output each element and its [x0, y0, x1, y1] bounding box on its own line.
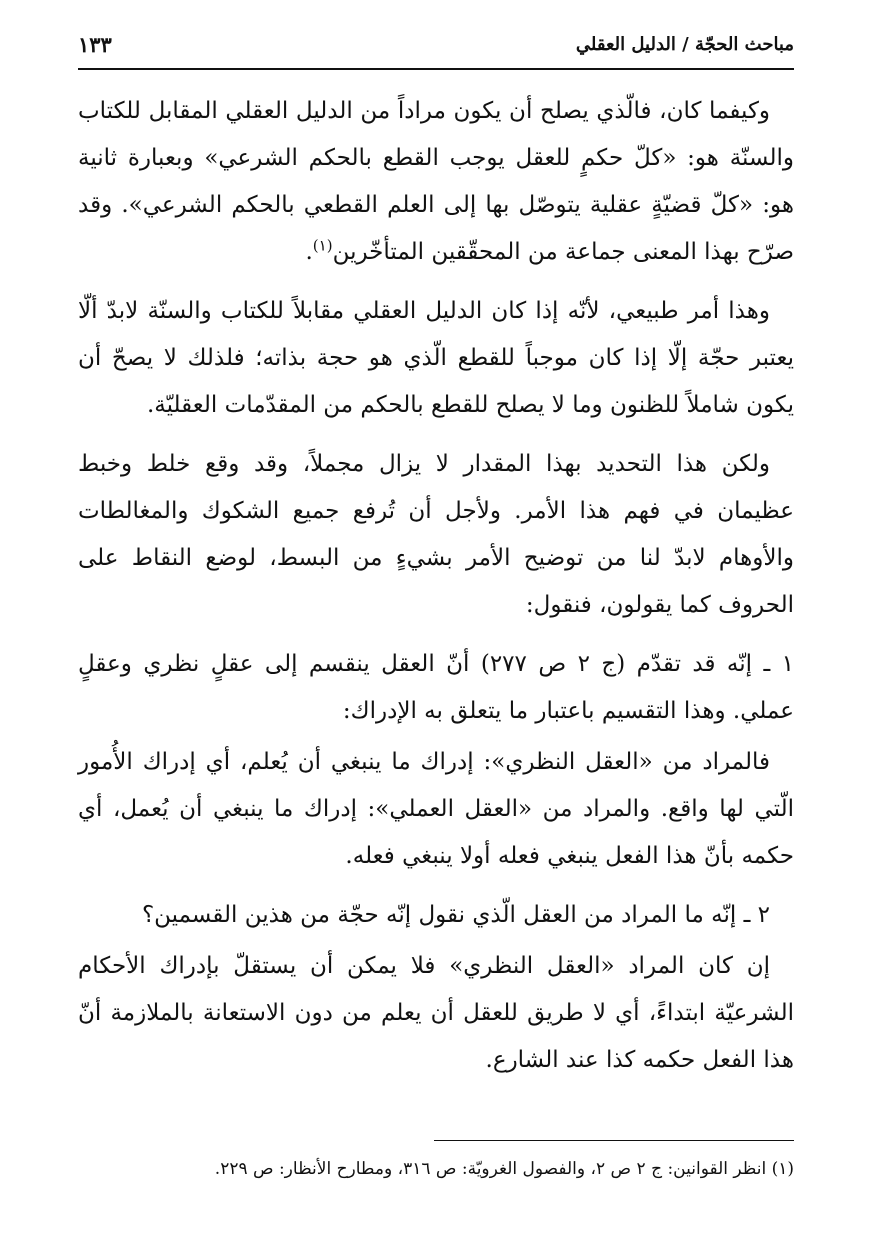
paragraph-1-end: . — [305, 239, 313, 265]
paragraph-point-2: ٢ ـ إنّه ما المراد من العقل الّذي نقول إنّه حجّة من هذين القسمين؟ — [141, 902, 770, 928]
paragraph-point-1: ١ ـ إنّه قد تقدّم (ج ٢ ص ٢٧٧) أنّ العقل ينقسم إلى عقلٍ نظري وعقلٍ عملي. وهذا التقسيم باعتبار ما يتعلق به الإدراك: — [78, 651, 794, 724]
paragraph-1 — [78, 88, 794, 276]
paragraph-1-text: وكيفما كان، فالّذي يصلح أن يكون مراداً من الدليل العقلي المقابل للكتاب والسنّة هو: «كلّ حكمٍ للعقل يوجب القطع بالحكم الشرعي» وبعبارة ثانية هو: «كلّ قضيّةٍ عقلية يتوصّل بها إلى العلم القطعي بالحكم الشرعي». وقد صرّح بهذا المعنى جماعة من المحقّقين المتأخّرين — [78, 98, 794, 265]
page-number: ١٣٣ — [78, 32, 112, 57]
paragraph-5: إن كان المراد «العقل النظري» فلا يمكن أن يستقلّ بإدراك الأحكام الشرعيّة ابتداءً، أي لا طريق للعقل أن يعلم من دون الاستعانة بالملازمة أنّ هذا الفعل حكمه كذا عند الشارع. — [78, 953, 794, 1073]
footnote-divider — [434, 1140, 794, 1141]
page-header — [78, 30, 794, 70]
paragraph-2: وهذا أمر طبيعي، لأنّه إذا كان الدليل العقلي مقابلاً للكتاب والسنّة لابدّ ألّا يعتبر حجّة إلّا إذا كان موجباً للقطع الّذي هو حجة بذاته؛ فلذلك لا يصحّ أن يكون شاملاً للظنون وما لا يصلح للقطع بالحكم من المقدّمات العقليّة. — [78, 298, 794, 418]
footnote-marker: (١) — [312, 236, 333, 255]
paragraph-3: ولكن هذا التحديد بهذا المقدار لا يزال مجملاً، وقد وقع خلط وخبط عظيمان في فهم هذا الأمر. ولأجل أن تُرفع جميع الشكوك والمغالطات والأوهام لابدّ لنا من توضيح الأمر بشيءٍ من البسط، لوضع النقاط على الحروف كما يقولون، فنقول: — [78, 451, 794, 618]
footnote: (١) انظر القوانين: ج ٢ ص ٢، والفصول الغرويّة: ص ٣١٦، ومطارح الأنظار: ص ٢٢٩. — [214, 1159, 794, 1179]
paragraph-4: فالمراد من «العقل النظري»: إدراك ما ينبغي أن يُعلم، أي إدراك الأُمور الّتي لها واقع. والمراد من «العقل العملي»: إدراك ما ينبغي أن يُعمل، أي حكمه بأنّ هذا الفعل ينبغي فعله أولا ينبغي فعله. — [78, 749, 794, 869]
main-text — [78, 88, 794, 1096]
running-title: مباحث الحجّة / الدليل العقلي — [575, 34, 794, 55]
